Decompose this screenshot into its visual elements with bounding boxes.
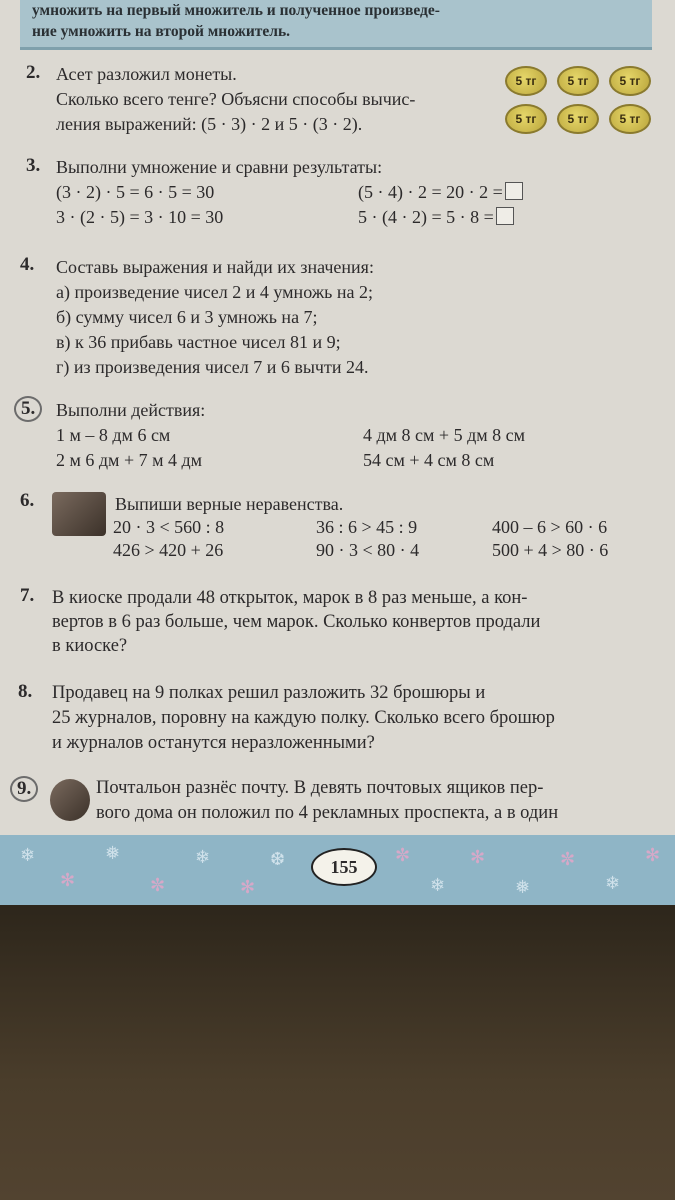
task-6-r1-c3: 400 – 6 > 60 · 6 — [492, 517, 608, 537]
task-6-r1-c1: 20 · 3 < 560 : 8 — [113, 517, 225, 537]
task-3-right-2-wrap — [358, 206, 514, 228]
snowflake-icon: ✻ — [645, 845, 661, 865]
task-3-left-1: (3 · 2) · 5 = 6 · 5 = 30 — [56, 182, 215, 202]
task-8-line-2: 25 журналов, поровну на каждую полку. Сколько всего брошюр — [52, 708, 555, 728]
task-3-title: Выполни умножение и сравни результаты: — [56, 157, 383, 177]
task-4-item-a: а) произведение чисел 2 и 4 умножь на 2; — [56, 282, 374, 302]
snowflake-icon: ❄ — [430, 875, 446, 895]
table-surface — [0, 905, 675, 1200]
task-3-right-1-wrap — [358, 181, 523, 203]
coin-icon: 5 тг — [609, 66, 651, 96]
task-4-title: Составь выражения и найди их значения: — [56, 257, 374, 277]
coin-icon: 5 тг — [505, 66, 547, 96]
task-2-line-2: Сколько всего тенге? Объясни способы вычис- — [56, 89, 416, 109]
task-7-number: 7. — [20, 585, 35, 606]
snowflake-icon: ✼ — [395, 845, 411, 865]
coin-icon: 5 тг — [557, 104, 599, 134]
answer-box[interactable] — [496, 207, 514, 225]
snowflake-icon: ❄ — [20, 845, 36, 865]
task-6-number: 6. — [20, 490, 35, 511]
illustration-girl — [52, 492, 106, 536]
task-2-line-3: ления выражений: (5 · 3) · 2 и 5 · (3 · 2). — [56, 114, 363, 134]
task-2-line-1: Асет разложил монеты. — [56, 64, 237, 84]
snowflake-icon: ✼ — [150, 875, 166, 895]
task-6-r2-c1: 426 > 420 + 26 — [113, 540, 224, 560]
snowflake-icon: ✻ — [60, 870, 76, 890]
task-7-line-1: В киоске продали 48 открыток, марок в 8 раз меньше, а кон- — [52, 588, 528, 608]
task-4-item-d: г) из произведения чисел 7 и 6 вычти 24. — [56, 357, 369, 377]
task-5-number: 5. — [14, 396, 42, 422]
task-7-line-3: в киоске? — [52, 636, 128, 656]
task-3-left-2: 3 · (2 · 5) = 3 · 10 = 30 — [56, 207, 224, 227]
illustration-boy — [50, 779, 90, 821]
task-4-item-b: б) сумму чисел 6 и 3 умножь на 7; — [56, 307, 318, 327]
task-4-item-c: в) к 36 прибавь частное чисел 81 и 9; — [56, 332, 341, 352]
snowflake-icon: ✼ — [560, 849, 576, 869]
task-6-r2-c3: 500 + 4 > 80 · 6 — [492, 540, 609, 560]
task-5-left-1: 1 м – 8 дм 6 см — [56, 425, 171, 445]
rule-box — [20, 0, 652, 50]
snowflake-icon: ❅ — [105, 843, 121, 863]
task-4-number: 4. — [20, 254, 35, 275]
task-9-line-1: Почтальон разнёс почту. В девять почтовых ящиков пер- — [96, 778, 544, 798]
task-5-left-2: 2 м 6 дм + 7 м 4 дм — [56, 450, 203, 470]
task-7-line-2: вертов в 6 раз больше, чем марок. Сколько конвертов продали — [52, 612, 541, 632]
task-6-r1-c2: 36 : 6 > 45 : 9 — [316, 517, 418, 537]
snowflake-icon: ❅ — [515, 877, 531, 897]
coin-icon: 5 тг — [505, 104, 547, 134]
task-3-right-2: 5 · (4 · 2) = 5 · 8 = — [358, 207, 494, 227]
answer-box[interactable] — [505, 182, 523, 200]
snowflake-icon: ✻ — [470, 847, 486, 867]
snowflake-icon: ❄ — [605, 873, 621, 893]
task-6-title: Выпиши верные неравенства. — [115, 494, 344, 514]
task-5-right-2: 54 см + 4 см 8 см — [363, 450, 495, 470]
coin-icon: 5 тг — [609, 104, 651, 134]
task-5-right-1: 4 дм 8 см + 5 дм 8 см — [363, 425, 526, 445]
task-8-line-1: Продавец на 9 полках решил разложить 32 брошюры и — [52, 683, 486, 703]
rule-line-1: умножить на первый множитель и полученное произведе- — [32, 2, 440, 19]
snowflake-icon: ❄ — [195, 847, 211, 867]
task-8-line-3: и журналов останутся неразложенными? — [52, 733, 375, 753]
rule-line-2: ние умножить на второй множитель. — [32, 23, 291, 40]
task-9-number: 9. — [10, 776, 38, 802]
task-3-right-1: (5 · 4) · 2 = 20 · 2 = — [358, 182, 503, 202]
task-9-line-2: вого дома он положил по 4 рекламных проспекта, а в один — [96, 803, 559, 823]
task-6-r2-c2: 90 · 3 < 80 · 4 — [316, 540, 420, 560]
task-8-number: 8. — [18, 681, 33, 702]
snowflake-icon: ✻ — [240, 877, 256, 897]
snowflake-icon: ❆ — [270, 849, 286, 869]
task-5-title: Выполни действия: — [56, 400, 206, 420]
coin-icon: 5 тг — [557, 66, 599, 96]
task-2-number: 2. — [26, 62, 41, 83]
page-number: 155 — [311, 848, 377, 886]
task-3-number: 3. — [26, 155, 41, 176]
